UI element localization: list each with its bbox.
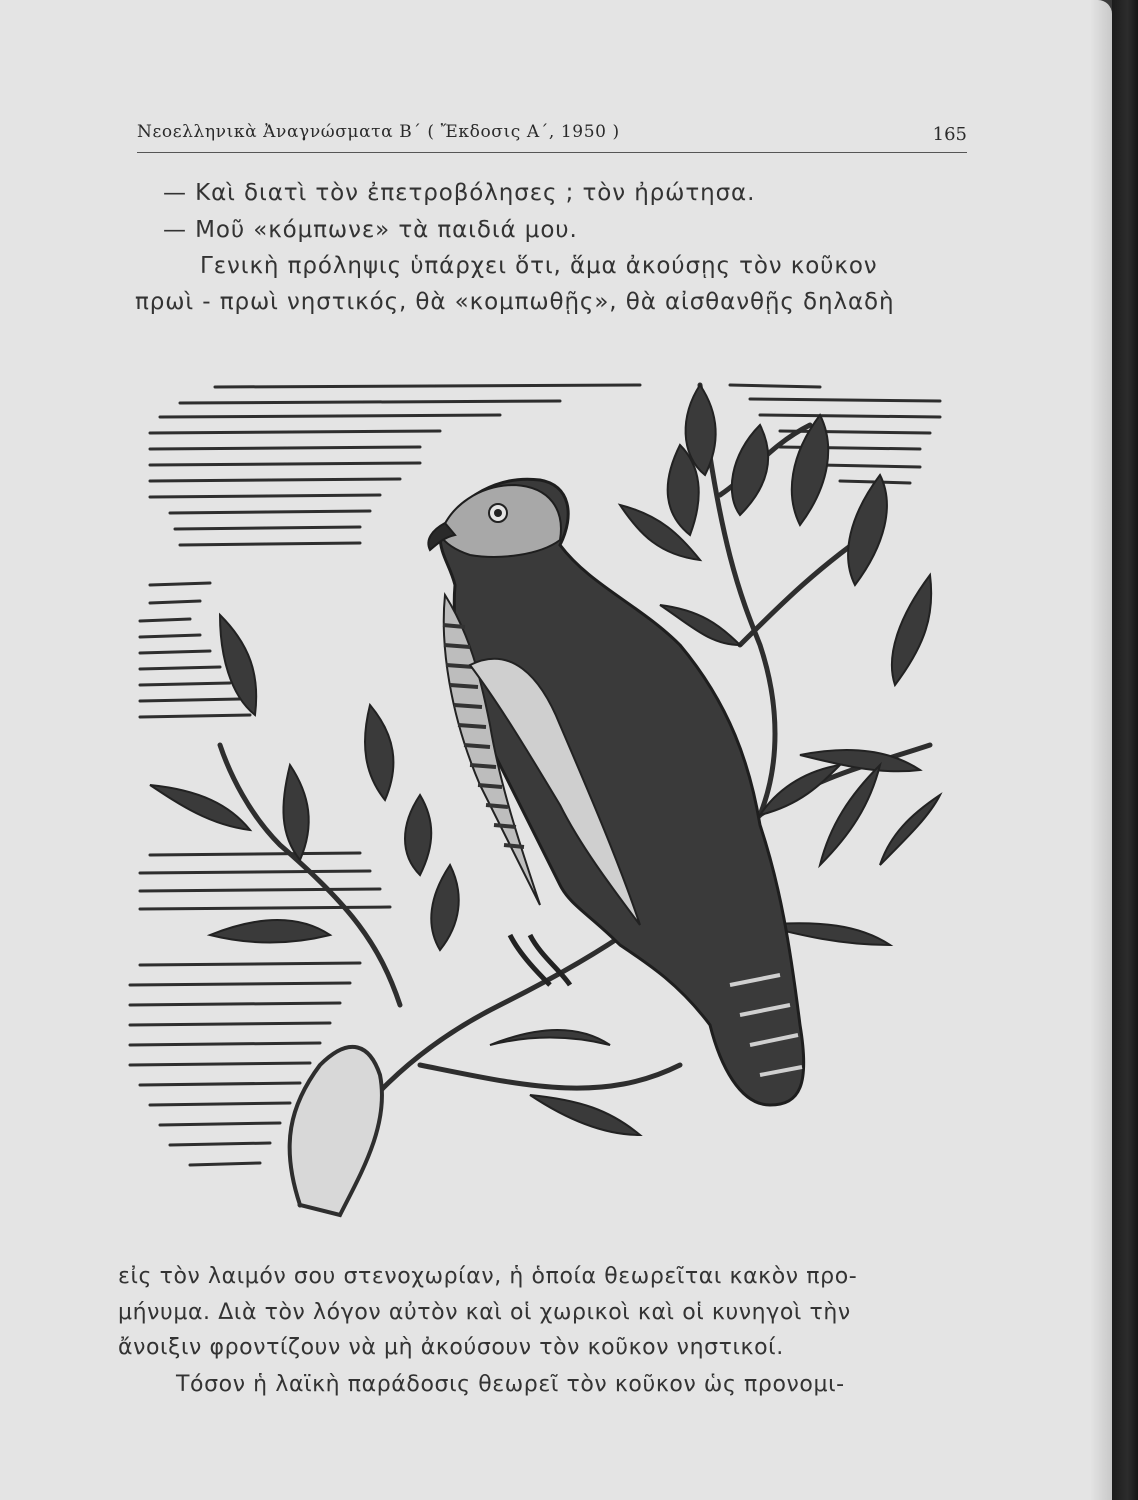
paragraph-line-2: πρωὶ - πρωὶ νηστικός, θὰ «κομπωθῇς», θὰ αἰσθανθῇς δηλαδὴ [135,289,895,315]
paragraph-line-1: Γενικὴ πρόληψις ὑπάρχει ὅτι, ἅμα ἀκούσῃς τὸν κοῦκον [200,253,878,279]
dialogue-line-2: — Μοῦ «κόμπωνε» τὰ παιδιά μου. [163,217,578,243]
spine-shadow [1090,0,1112,1500]
book-edge [1112,0,1138,1500]
paragraph-line-6: Τόσον ἡ λαϊκὴ παράδοσις θεωρεῖ τὸν κοῦκον ὡς προνομι- [176,1372,845,1397]
dialogue-line-1: — Καὶ διατὶ τὸν ἐπετροβόλησες ; τὸν ἠρώτησα. [163,180,756,206]
header-title: Νεοελληνικὰ Ἀναγνώσματα Β´ ( Ἔκδοσις Α´, 1950 ) [137,122,620,142]
running-header [137,120,967,153]
page-number: 165 [932,124,967,145]
branch-stump [290,1047,382,1215]
cuckoo-illustration [120,345,950,1225]
paragraph-line-5: ἄνοιξιν φροντίζουν νὰ μὴ ἀκούσουν τὸν κοῦκον νηστικοί. [118,1335,784,1360]
paragraph-line-4: μήνυμα. Διὰ τὸν λόγον αὐτὸν καὶ οἱ χωρικοὶ καὶ οἱ κυνηγοὶ τὴν [118,1300,851,1325]
paragraph-line-3: εἰς τὸν λαιμόν σου στενοχωρίαν, ἡ ὁποία θεωρεῖται κακὸν προ- [118,1264,858,1289]
